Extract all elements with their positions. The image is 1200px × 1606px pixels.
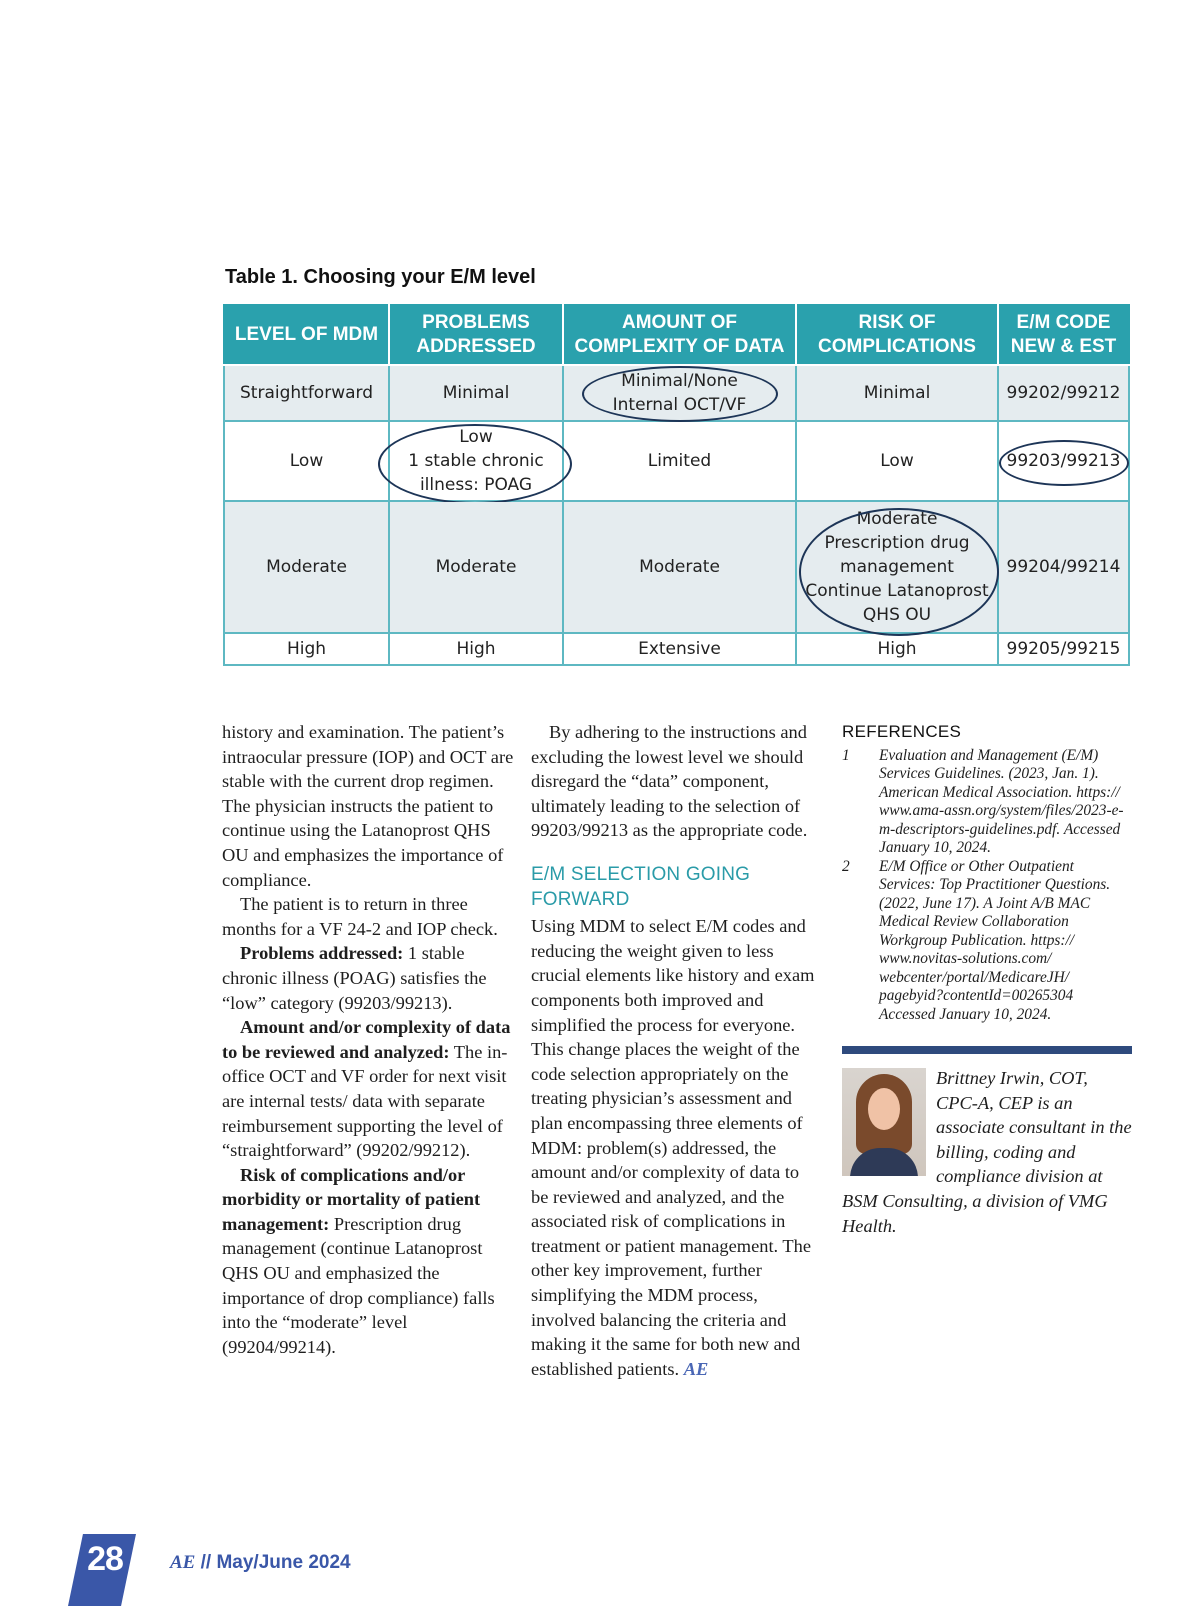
cell-level: High bbox=[224, 633, 389, 665]
page-number: 28 bbox=[87, 1540, 123, 1578]
cell-risk: Moderate Prescription drug management Continue Latanoprost QHS OU bbox=[796, 501, 998, 633]
table-row bbox=[224, 421, 1129, 501]
body-column-2 bbox=[531, 720, 821, 1381]
table-row bbox=[224, 633, 1129, 665]
header-code: E/M CODE NEW & EST bbox=[998, 305, 1129, 365]
cell-data: Limited bbox=[563, 421, 796, 501]
cell-level: Straightforward bbox=[224, 365, 389, 421]
header-risk: RISK OF COMPLICATIONS bbox=[796, 305, 998, 365]
cell-risk: Minimal bbox=[796, 365, 998, 421]
paragraph: The patient is to return in three months for a VF 24-2 and IOP check. bbox=[222, 894, 498, 939]
cell-problems: Minimal bbox=[389, 365, 563, 421]
em-level-table bbox=[223, 304, 1130, 666]
author-bio-text: Brittney Irwin, COT, CPC-A, CEP is an associate consultant in the billing, coding and compliance division at BSM Consulting, a division of VMG Health. bbox=[842, 1068, 1132, 1236]
cell-level: Moderate bbox=[224, 501, 389, 633]
body-column-3 bbox=[842, 720, 1132, 1238]
paragraph: Problems addressed: 1 stable chronic illness (POAG) satisfies the “low” category (99203/99213). bbox=[222, 943, 487, 1013]
cell-problems: Low 1 stable chronic illness: POAG bbox=[389, 421, 563, 501]
cell-risk: High bbox=[796, 633, 998, 665]
body-column-1 bbox=[222, 720, 517, 1359]
cell-code: 99202/99212 bbox=[998, 365, 1129, 421]
end-mark-logo: AE bbox=[683, 1358, 709, 1379]
header-problems: PROBLEMS ADDRESSED bbox=[389, 305, 563, 365]
table-header-row bbox=[224, 305, 1129, 365]
paragraph: By adhering to the instructions and excluding the lowest level we should disregard the “data” component, ultimately leading to the selection of 99203/99213 as the appropriate code. bbox=[531, 722, 808, 841]
cell-risk: Low bbox=[796, 421, 998, 501]
table-title: Table 1. Choosing your E/M level bbox=[225, 266, 536, 288]
cell-code: 99203/99213 bbox=[998, 421, 1129, 501]
section-heading: E/M SELECTION GOING FORWARD bbox=[531, 863, 751, 910]
cell-level: Low bbox=[224, 421, 389, 501]
paragraph: history and examination. The patient’s intraocular pressure (IOP) and OCT are stable with the current drop regimen. The physician instructs the patient to continue using the Latanoprost QHS OU and emphasizes the importance of compliance. bbox=[222, 722, 514, 890]
reference-item: 1 Evaluation and Management (E/M) Services Guidelines. (2023, Jan. 1). American Medical Association. https:// www.ama-assn.org/system/files/2023-e-m-descriptors-guidelines.pdf. Accessed January 10, 2024. bbox=[842, 746, 1124, 857]
paragraph: Amount and/or complexity of data to be reviewed and analyzed: The in-office OCT and VF order for next visit are internal tests/ data with separate reimbursement supporting the level of “straightforward” (99202/99212). bbox=[222, 1017, 511, 1161]
cell-data: Extensive bbox=[563, 633, 796, 665]
paragraph: Using MDM to select E/M codes and reducing the weight given to less crucial elements like history and exam components both improved and simplified the process for everyone. This change places the weight of the code selection appropriately on the treating physician’s assessment and plan encompassing three elements of MDM: problem(s) addressed, the amount and/or complexity of data to be reviewed and analyzed, and the associated risk of complications in treatment or patient management. The other key improvement, further simplifying the MDM process, involved balancing the criteria and making it the same for both new and established patients. AE bbox=[531, 916, 815, 1379]
divider bbox=[842, 1046, 1132, 1054]
cell-code: 99204/99214 bbox=[998, 501, 1129, 633]
header-level: LEVEL OF MDM bbox=[224, 305, 389, 365]
footer-issue: AE // May/June 2024 bbox=[170, 1552, 351, 1573]
header-data: AMOUNT OF COMPLEXITY OF DATA bbox=[563, 305, 796, 365]
reference-item: 2 E/M Office or Other Outpatient Services: Top Practitioner Questions. (2022, June 17). A Joint A/B MAC Medical Review Collaboration Workgroup Publication. https:// www.novitas-solutions.com/ webcenter/portal/MedicareJH/ pagebyid?contentId=00265304 Accessed January 10, 2024. bbox=[842, 857, 1111, 1023]
cell-problems: High bbox=[389, 633, 563, 665]
table-row bbox=[224, 501, 1129, 633]
author-photo bbox=[842, 1068, 926, 1176]
author-bio bbox=[842, 1066, 1132, 1238]
references-heading: REFERENCES bbox=[842, 722, 962, 741]
paragraph: Risk of complications and/or morbidity or mortality of patient management: Prescription drug management (continue Latanoprost QHS OU and emphasized the importance of drop compliance) falls into the “moderate” level (99204/99214). bbox=[222, 1164, 495, 1357]
cell-code: 99205/99215 bbox=[998, 633, 1129, 665]
cell-data: Minimal/None Internal OCT/VF bbox=[563, 365, 796, 421]
cell-problems: Moderate bbox=[389, 501, 563, 633]
table-row bbox=[224, 365, 1129, 421]
brand-logo: AE bbox=[170, 1552, 196, 1573]
cell-data: Moderate bbox=[563, 501, 796, 633]
